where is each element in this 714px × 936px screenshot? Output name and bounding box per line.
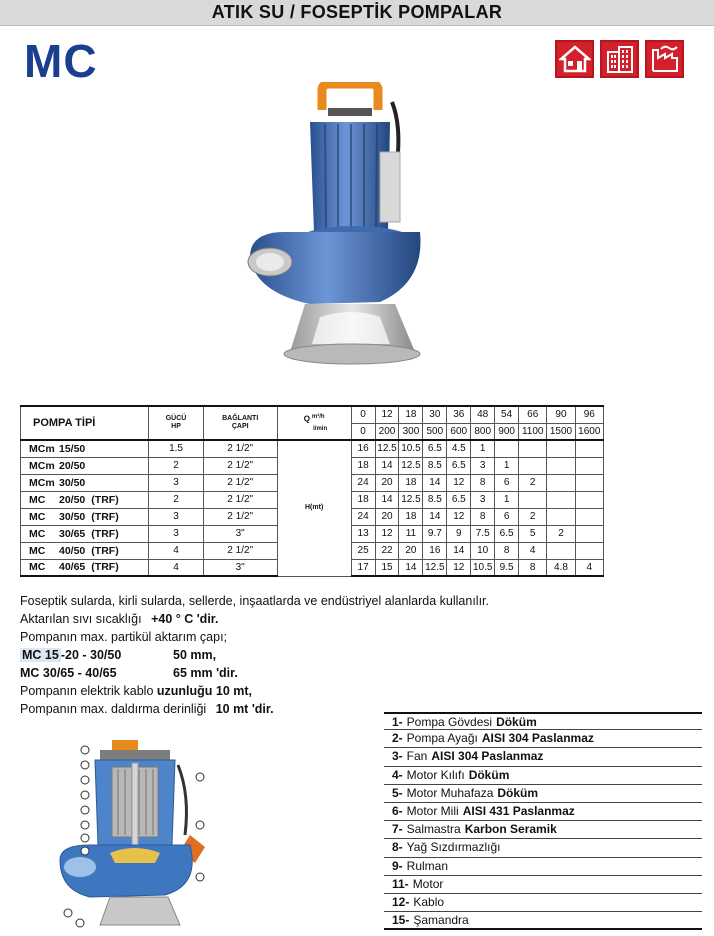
head-value-cell: 8.5: [423, 457, 447, 474]
house-icon: [555, 40, 594, 78]
particle-line-2: [20, 664, 580, 682]
part-item: 3- Fan AISI 304 Paslanmaz: [384, 748, 702, 766]
q-lmin-cell: 0: [351, 423, 375, 440]
head-value-cell: [575, 474, 603, 491]
head-value-cell: 6: [495, 508, 519, 525]
head-value-cell: 4: [519, 542, 547, 559]
head-value-cell: 12: [447, 559, 471, 576]
head-value-cell: 4.5: [447, 440, 471, 457]
part-item: 6- Motor Mili AISI 431 Paslanmaz: [384, 803, 702, 821]
head-value-cell: 18: [351, 491, 375, 508]
head-value-cell: 6.5: [495, 525, 519, 542]
head-value-cell: [575, 457, 603, 474]
particle-model-2: MC 30/65 - 40/65: [20, 666, 117, 680]
model-title: MC: [24, 35, 98, 87]
head-value-cell: 12: [375, 525, 399, 542]
page-title: ATIK SU / FOSEPTİK POMPALAR: [211, 2, 503, 22]
connection-cell: 3": [203, 525, 277, 542]
head-value-cell: 12.5: [399, 457, 423, 474]
head-value-cell: 12: [447, 508, 471, 525]
temperature-line: Aktarılan sıvı sıcaklığı +40 ° C 'dir.: [20, 612, 219, 626]
head-value-cell: 16: [351, 440, 375, 457]
hp-cell: 3: [149, 474, 203, 491]
head-value-cell: 14: [423, 508, 447, 525]
head-value-cell: 20: [375, 474, 399, 491]
q-m3h-cell: 0: [351, 406, 375, 423]
head-value-cell: [495, 440, 519, 457]
category-icons: [555, 40, 684, 78]
hp-cell: 2: [149, 457, 203, 474]
pump-type-cell: MCm 15/50: [21, 440, 149, 457]
head-value-cell: 12.5: [375, 440, 399, 457]
head-value-cell: 9.5: [495, 559, 519, 576]
head-value-cell: [547, 491, 575, 508]
head-value-cell: 14: [375, 457, 399, 474]
pump-type-cell: MC 20/50 (TRF): [21, 491, 149, 508]
pump-type-cell: MC 40/50 (TRF): [21, 542, 149, 559]
head-value-cell: 8: [471, 474, 495, 491]
head-value-cell: [547, 440, 575, 457]
head-value-cell: 10: [471, 542, 495, 559]
head-value-cell: 1: [495, 491, 519, 508]
head-value-cell: [547, 457, 575, 474]
particle-model-1: MC 15 -20 - 30/50: [22, 648, 122, 662]
building-icon: [600, 40, 639, 78]
head-value-cell: 5: [519, 525, 547, 542]
q-m3h-cell: 66: [519, 406, 547, 423]
head-value-cell: 3: [471, 457, 495, 474]
head-value-cell: 12.5: [423, 559, 447, 576]
head-value-cell: 9.7: [423, 525, 447, 542]
head-value-cell: [519, 457, 547, 474]
part-item: 2- Pompa Ayağı AISI 304 Paslanmaz: [384, 730, 702, 748]
connection-cell: 2 1/2": [203, 474, 277, 491]
particle-value-2: 65 mm 'dir.: [173, 666, 238, 680]
head-value-cell: 6.5: [423, 440, 447, 457]
head-value-cell: 9: [447, 525, 471, 542]
head-value-cell: 8: [495, 542, 519, 559]
head-value-cell: [575, 440, 603, 457]
head-value-cell: [547, 542, 575, 559]
head-value-cell: 13: [351, 525, 375, 542]
part-item: 9- Rulman: [384, 858, 702, 876]
hp-cell: 3: [149, 508, 203, 525]
head-value-cell: [519, 491, 547, 508]
head-value-cell: 16: [423, 542, 447, 559]
header-baglanti: BAĞLANTI ÇAPI: [203, 406, 277, 440]
part-item: 11- Motor: [384, 876, 702, 894]
header-gucu: GÜCÜ HP: [149, 406, 203, 440]
part-item: 5- Motor Muhafaza Döküm: [384, 785, 702, 803]
head-value-cell: 8: [471, 508, 495, 525]
header-bar: [0, 0, 714, 26]
q-lmin-cell: 300: [399, 423, 423, 440]
part-item: 15- Şamandra: [384, 912, 702, 930]
pump-type-cell: MC 40/65 (TRF): [21, 559, 149, 576]
head-value-cell: 11: [399, 525, 423, 542]
head-value-cell: 22: [375, 542, 399, 559]
head-value-cell: [575, 491, 603, 508]
head-value-cell: [575, 508, 603, 525]
part-item: 7- Salmastra Karbon Seramik: [384, 821, 702, 839]
pump-photo: [230, 82, 460, 392]
head-value-cell: 10.5: [471, 559, 495, 576]
connection-cell: 2 1/2": [203, 457, 277, 474]
spec-table: [20, 405, 604, 577]
head-value-cell: [575, 542, 603, 559]
part-item: 12- Kablo: [384, 894, 702, 912]
part-item: 4- Motor Kılıfı Döküm: [384, 767, 702, 785]
head-value-cell: 14: [399, 559, 423, 576]
head-value-cell: 20: [399, 542, 423, 559]
q-lmin-cell: 1500: [547, 423, 575, 440]
pump-type-cell: MCm 30/50: [21, 474, 149, 491]
part-item: 8- Yağ Sızdırmazlığı: [384, 839, 702, 857]
usage-text: Foseptik sularda, kirli sularda, sellerde, inşaatlarda ve endüstriyel alanlarda kullanılır.: [20, 594, 489, 608]
pump-type-cell: MC 30/65 (TRF): [21, 525, 149, 542]
header-q: Q $^{m^3/h}$ l/min: [277, 406, 351, 440]
cable-line: Pompanın elektrik kablo uzunluğu 10 mt,: [20, 684, 253, 698]
hp-cell: 2: [149, 491, 203, 508]
h-label: H(mt): [277, 440, 351, 576]
head-value-cell: 24: [351, 508, 375, 525]
q-m3h-cell: 30: [423, 406, 447, 423]
head-value-cell: [519, 440, 547, 457]
q-lmin-cell: 1100: [519, 423, 547, 440]
spec-table-body: [21, 440, 604, 576]
depth-line: Pompanın max. daldırma derinliği 10 mt 'dir.: [20, 702, 274, 716]
head-value-cell: 8: [519, 559, 547, 576]
particle-label: Pompanın max. partikül aktarım çapı;: [20, 630, 228, 644]
q-m3h-cell: 36: [447, 406, 471, 423]
particle-value-1: 50 mm,: [173, 648, 217, 662]
head-value-cell: 12.5: [399, 491, 423, 508]
q-lmin-cell: 500: [423, 423, 447, 440]
parts-list: [384, 712, 702, 930]
head-value-cell: 17: [351, 559, 375, 576]
connection-cell: 2 1/2": [203, 491, 277, 508]
q-lmin-cell: 600: [447, 423, 471, 440]
head-value-cell: 14: [375, 491, 399, 508]
head-value-cell: 18: [399, 508, 423, 525]
q-m3h-cell: 18: [399, 406, 423, 423]
part-item: 1- Pompa Gövdesi Döküm: [384, 712, 702, 730]
head-value-cell: 7.5: [471, 525, 495, 542]
head-value-cell: 1: [495, 457, 519, 474]
head-value-cell: [547, 508, 575, 525]
head-value-cell: 25: [351, 542, 375, 559]
head-value-cell: 12: [447, 474, 471, 491]
head-value-cell: 2: [519, 474, 547, 491]
connection-cell: 3": [203, 559, 277, 576]
factory-icon: [645, 40, 684, 78]
q-m3h-cell: 96: [575, 406, 603, 423]
connection-cell: 2 1/2": [203, 508, 277, 525]
header-pompa-tipi: POMPA TİPİ: [21, 406, 149, 440]
q-m3h-cell: 90: [547, 406, 575, 423]
head-value-cell: 18: [399, 474, 423, 491]
q-lmin-cell: 200: [375, 423, 399, 440]
connection-cell: 2 1/2": [203, 440, 277, 457]
head-value-cell: [547, 474, 575, 491]
q-m3h-cell: 12: [375, 406, 399, 423]
head-value-cell: 6: [495, 474, 519, 491]
cutaway-diagram: [50, 735, 220, 930]
head-value-cell: 14: [423, 474, 447, 491]
head-value-cell: 6.5: [447, 457, 471, 474]
pump-type-cell: MC 30/50 (TRF): [21, 508, 149, 525]
q-m3h-cell: 54: [495, 406, 519, 423]
connection-cell: 2 1/2": [203, 542, 277, 559]
description: [20, 592, 580, 718]
hp-cell: 3: [149, 525, 203, 542]
hp-cell: 4: [149, 559, 203, 576]
particle-line-1: [20, 646, 580, 664]
q-lmin-cell: 800: [471, 423, 495, 440]
head-value-cell: 24: [351, 474, 375, 491]
head-value-cell: 4: [575, 559, 603, 576]
q-lmin-cell: 1600: [575, 423, 603, 440]
head-value-cell: 10.5: [399, 440, 423, 457]
hp-cell: 1.5: [149, 440, 203, 457]
head-value-cell: 18: [351, 457, 375, 474]
head-value-cell: 1: [471, 440, 495, 457]
head-value-cell: 20: [375, 508, 399, 525]
head-value-cell: 2: [547, 525, 575, 542]
head-value-cell: 15: [375, 559, 399, 576]
pump-type-cell: MCm 20/50: [21, 457, 149, 474]
head-value-cell: [575, 525, 603, 542]
head-value-cell: 3: [471, 491, 495, 508]
head-value-cell: 4.8: [547, 559, 575, 576]
table-row: [21, 440, 604, 457]
head-value-cell: 2: [519, 508, 547, 525]
head-value-cell: 8.5: [423, 491, 447, 508]
q-m3h-cell: 48: [471, 406, 495, 423]
head-value-cell: 14: [447, 542, 471, 559]
head-value-cell: 6.5: [447, 491, 471, 508]
hp-cell: 4: [149, 542, 203, 559]
q-lmin-cell: 900: [495, 423, 519, 440]
